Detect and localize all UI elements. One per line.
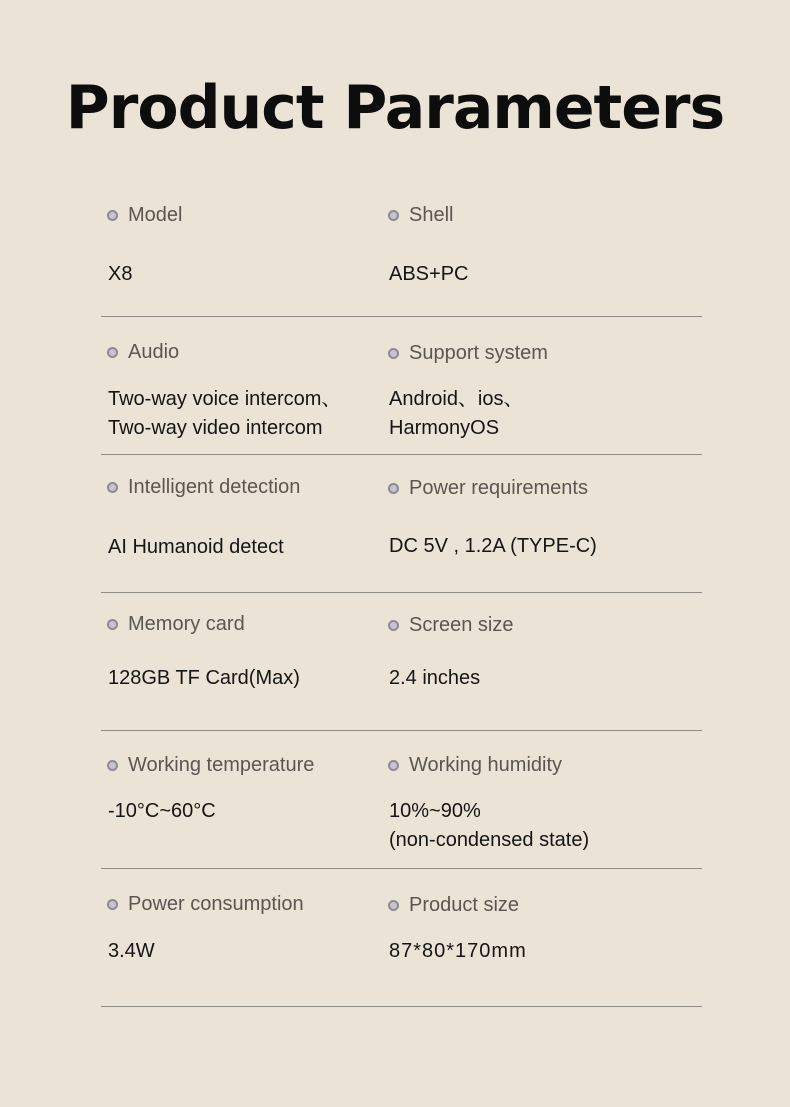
param-label: Intelligent detection	[107, 476, 300, 499]
bullet-icon	[388, 210, 399, 221]
param-value: 87*80*170mm	[389, 940, 527, 962]
param-value: 3.4W	[108, 940, 155, 962]
param-label: Memory card	[107, 613, 245, 636]
param-value: AI Humanoid detect	[108, 536, 284, 558]
param-value: 2.4 inches	[389, 667, 481, 689]
param-value: Two-way voice intercom、 Two-way video intercom	[108, 388, 342, 439]
table-row	[101, 455, 702, 593]
bullet-icon	[107, 347, 118, 358]
param-label: Shell	[388, 204, 453, 227]
param-label: Audio	[107, 341, 179, 364]
bullet-icon	[388, 620, 399, 631]
bullet-icon	[388, 483, 399, 494]
table-row	[101, 180, 702, 317]
parameters-table	[101, 180, 702, 1007]
param-value: -10°C~60°C	[108, 800, 216, 822]
param-label: Working temperature	[107, 754, 314, 777]
table-row	[101, 593, 702, 731]
param-label: Working humidity	[388, 754, 562, 777]
param-value: 128GB TF Card(Max)	[108, 667, 300, 689]
param-label: Power requirements	[388, 477, 588, 500]
table-row	[101, 317, 702, 455]
bullet-icon	[388, 348, 399, 359]
param-label: Power consumption	[107, 893, 304, 916]
bullet-icon	[107, 482, 118, 493]
bullet-icon	[107, 210, 118, 221]
param-label: Screen size	[388, 614, 514, 637]
param-value: DC 5V , 1.2A (TYPE-C)	[389, 535, 597, 557]
param-value: ABS+PC	[389, 263, 469, 285]
bullet-icon	[107, 760, 118, 771]
param-label: Model	[107, 204, 182, 227]
table-row	[101, 869, 702, 1007]
bullet-icon	[388, 760, 399, 771]
bullet-icon	[107, 619, 118, 630]
bullet-icon	[107, 899, 118, 910]
param-value: 10%~90% (non-condensed state)	[389, 800, 590, 851]
table-row	[101, 731, 702, 869]
param-label: Product size	[388, 894, 519, 917]
bullet-icon	[388, 900, 399, 911]
param-label: Support system	[388, 342, 548, 365]
page-title: Product Parameters	[65, 73, 725, 143]
param-value: Android、ios、 HarmonyOS	[389, 388, 524, 439]
param-value: X8	[108, 263, 133, 285]
